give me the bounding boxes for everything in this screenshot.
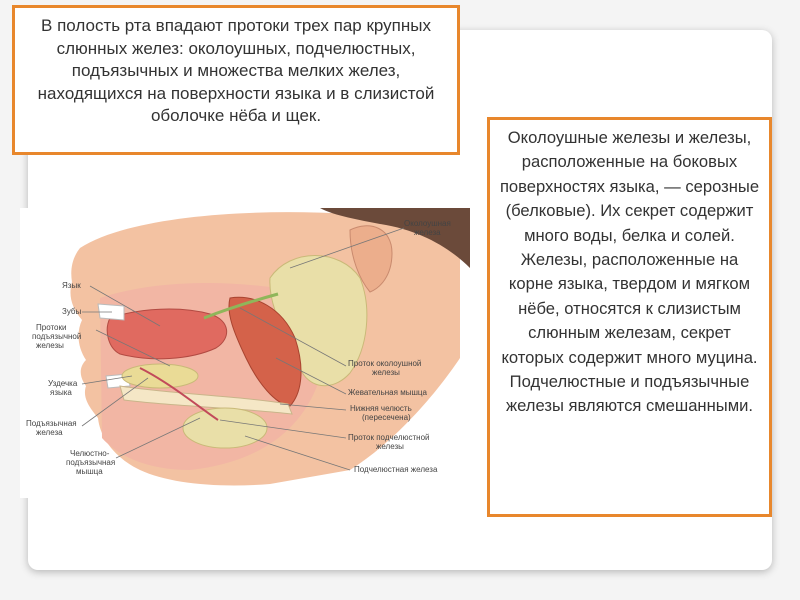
info-text-box: [487, 117, 772, 517]
label-mylohyoid-1: Челюстно-: [70, 449, 110, 458]
label-frenulum-2: языка: [50, 388, 72, 397]
intro-text: В полость рта впадают протоки трех пар крупных слюнных желез: околоушных, подчелюстных, подъязычных и множества мелких желез, находящихся на поверхности языка и в слизистой оболочке нёба и щек.: [37, 16, 435, 125]
label-parotid-duct-2: железы: [372, 368, 400, 377]
label-sublingual-ducts-3: железы: [36, 341, 64, 350]
label-sublingual-gland-2: железа: [36, 428, 63, 437]
label-parotid-gland-1: Околоушная: [404, 219, 451, 228]
label-parotid-duct-1: Проток околоушной: [348, 359, 422, 368]
label-mylohyoid-2: подъязычная: [66, 458, 116, 467]
info-text: Околоушные железы и железы, расположенные на боковых поверхностях языка, — серозные (белковые). Их секрет содержит много воды, белка и солей. Железы, расположенные на корне языка, твердом и мягком нёбе, относятся к слизистым слюнным железам, секрет которых содержит много муцина. Подчелюстные и подъязычные железы являются смешанными.: [499, 128, 760, 416]
label-sublingual-ducts-1: Протоки: [36, 323, 67, 332]
label-mandible-1: Нижняя челюсть: [350, 404, 412, 413]
label-parotid-gland-2: железа: [414, 228, 441, 237]
label-tongue: Язык: [62, 281, 81, 290]
sublingual-gland-shape: [122, 364, 198, 388]
intro-text-box: [12, 5, 460, 155]
label-sublingual-ducts-2: подъязычной: [32, 332, 82, 341]
label-submandibular-gland: Подчелюстная железа: [354, 465, 438, 474]
label-submandibular-duct-2: железы: [376, 442, 404, 451]
label-submandibular-duct-1: Проток подчелюстной: [348, 433, 430, 442]
label-masseter: Жевательная мышца: [348, 388, 427, 397]
label-mandible-2: (пересечена): [362, 413, 411, 422]
label-frenulum-1: Уздечка: [48, 379, 78, 388]
label-mylohyoid-3: мышца: [76, 467, 103, 476]
salivary-glands-diagram: [20, 208, 470, 498]
label-teeth: Зубы: [62, 307, 82, 316]
anatomy-illustration: [20, 208, 470, 498]
submandibular-gland-shape: [183, 408, 267, 448]
label-sublingual-gland-1: Подъязычная: [26, 419, 77, 428]
